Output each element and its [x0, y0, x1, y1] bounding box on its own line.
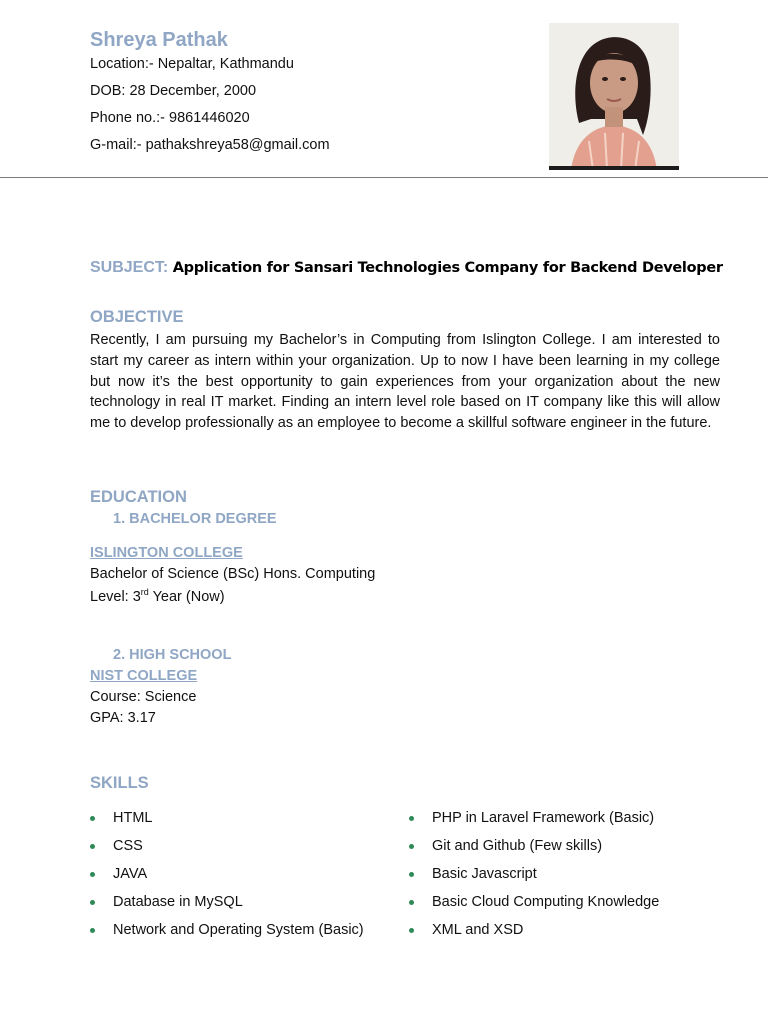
email-text: G-mail:- pathakshreya58@gmail.com [90, 137, 330, 153]
header-divider [0, 177, 768, 178]
skill-item: XML and XSD [409, 920, 659, 948]
school-title: 2. HIGH SCHOOL [113, 647, 232, 663]
school-gpa: GPA: 3.17 [90, 710, 156, 726]
subject-line [90, 259, 723, 277]
skill-item: HTML [90, 808, 364, 836]
skill-item: PHP in Laravel Framework (Basic) [409, 808, 659, 836]
degree-level-prefix: Level: 3 [90, 588, 141, 605]
objective-heading: OBJECTIVE [90, 308, 184, 326]
degree-college: ISLINGTON COLLEGE [90, 545, 243, 561]
school-college: NIST COLLEGE [90, 668, 198, 684]
degree-level-sup: rd [140, 587, 149, 597]
skill-item: Basic Javascript [409, 864, 659, 892]
degree-course: Bachelor of Science (BSc) Hons. Computing [90, 566, 376, 582]
skills-heading: SKILLS [90, 774, 149, 792]
objective-body: Recently, I am pursuing my Bachelor’s in Computing from Islington College. I am interested to start my career as intern within your organization. Up to now I have been learning in my college but now it’s the best opportunity to gain experiences from your organization about the new technology in real IT market. Finding an intern level role based on IT company like this will allow me to develop professionally as an employee to become a skillful software engineer in the future. [90, 332, 720, 432]
degree-level-suffix: Year (Now) [148, 588, 225, 605]
location-text: Location:- Nepaltar, Kathmandu [90, 56, 294, 72]
degree-title: 1. BACHELOR DEGREE [113, 511, 277, 527]
skill-item: JAVA [90, 864, 364, 892]
profile-photo [549, 23, 679, 170]
skill-item: Basic Cloud Computing Knowledge [409, 892, 659, 920]
skills-list-left [90, 808, 364, 948]
phone-text: Phone no.:- 9861446020 [90, 110, 250, 126]
applicant-name: Shreya Pathak [90, 29, 228, 51]
degree-level [90, 587, 225, 605]
profile-photo-illustration [549, 23, 679, 170]
skill-item: CSS [90, 836, 364, 864]
subject-text: Application for Sansari Technologies Company for Backend Developer [172, 260, 723, 276]
skill-item: Database in MySQL [90, 892, 364, 920]
skill-item: Network and Operating System (Basic) [90, 920, 364, 948]
skill-item: Git and Github (Few skills) [409, 836, 659, 864]
school-course: Course: Science [90, 689, 197, 705]
dob-text: DOB: 28 December, 2000 [90, 83, 257, 99]
subject-label: SUBJECT: [90, 259, 169, 276]
education-heading: EDUCATION [90, 488, 187, 506]
skills-list-right [409, 808, 659, 948]
